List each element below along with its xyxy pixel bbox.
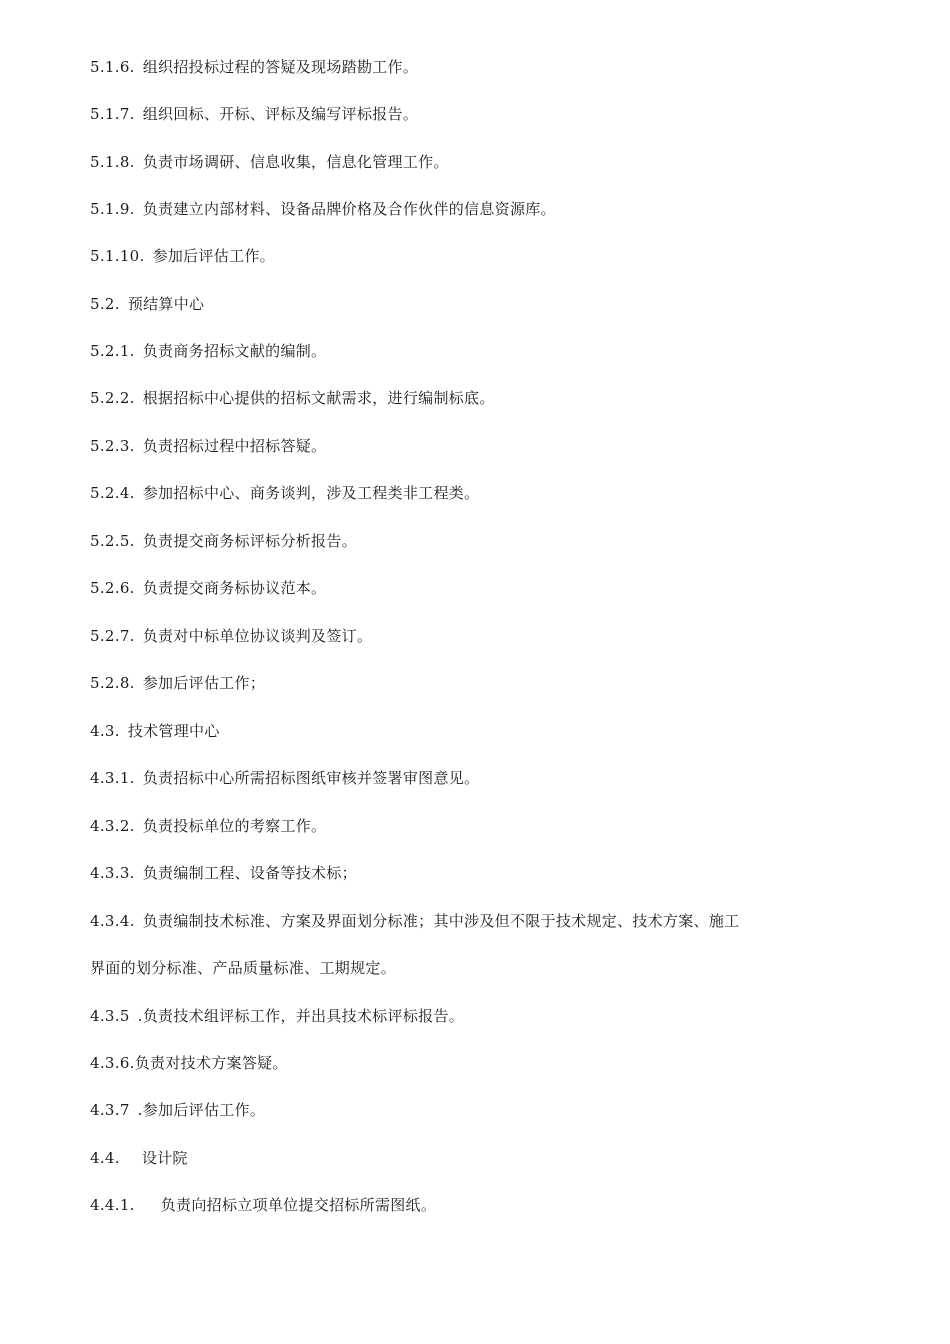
clause-text: 负责编制技术标准、方案及界面划分标准；其中涉及但不限于技术规定、技术方案、施工: [142, 912, 740, 930]
clause-text: 负责建立内部材料、设备品牌价格及合作伙伴的信息资源库。: [142, 200, 556, 218]
clause-text: 负责对中标单位协议谈判及签订。: [142, 627, 373, 645]
clause-5-2-8: [90, 673, 830, 693]
clause-5-1-6: [90, 57, 830, 77]
clause-4-3-4: [90, 911, 830, 931]
clause-number: 5.2.2.: [90, 389, 135, 407]
clause-4-3-3: [90, 863, 830, 883]
clause-5-2-4: [90, 483, 830, 503]
clause-text: 组织招投标过程的答疑及现场踏勘工作。: [142, 58, 419, 76]
clause-5-2-6: [90, 578, 830, 598]
clause-number: 4.3.3.: [90, 864, 135, 882]
clause-text: 负责对技术方案答疑。: [134, 1054, 288, 1072]
clause-number: 4.3.7: [90, 1101, 130, 1119]
clause-4-4-1: [90, 1195, 830, 1215]
clause-5-1-9: [90, 199, 830, 219]
section-title: 预结算中心: [127, 295, 205, 313]
clause-5-2-2: [90, 388, 830, 408]
clause-5-2-5: [90, 531, 830, 551]
clause-5-1-8: [90, 152, 830, 172]
clause-number: 5.2.8.: [90, 674, 135, 692]
clause-5-1-10: [90, 246, 830, 266]
section-heading-5-2: [90, 294, 830, 314]
clause-number: 5.2.4.: [90, 484, 135, 502]
section-title: 设计院: [141, 1149, 188, 1167]
clause-4-3-1: [90, 768, 830, 788]
clause-5-1-7: [90, 104, 830, 124]
clause-number: 5.2.5.: [90, 532, 135, 550]
section-number: 5.2.: [90, 295, 120, 313]
section-number: 4.4.: [90, 1149, 120, 1167]
clause-number: 5.2.3.: [90, 437, 135, 455]
clause-text: 负责市场调研、信息收集，信息化管理工作。: [142, 153, 449, 171]
clause-number: 4.3.5: [90, 1007, 130, 1025]
clause-5-2-1: [90, 341, 830, 361]
clause-text: 负责商务招标文献的编制。: [142, 342, 327, 360]
clause-text: 界面的划分标准、产品质量标准、工期规定。: [90, 959, 397, 977]
clause-text: 负责向招标立项单位提交招标所需图纸。: [160, 1196, 437, 1214]
section-heading-4-3: [90, 721, 830, 741]
clause-number: 5.2.1.: [90, 342, 135, 360]
clause-5-2-3: [90, 436, 830, 456]
clause-number: 5.1.7.: [90, 105, 135, 123]
clause-4-3-2: [90, 816, 830, 836]
clause-4-3-5: [90, 1006, 830, 1026]
section-title: 技术管理中心: [127, 722, 220, 740]
clause-5-2-7: [90, 626, 830, 646]
clause-text: 负责提交商务标协议范本。: [142, 579, 327, 597]
clause-number: 4.3.6.: [90, 1054, 135, 1072]
clause-number: 4.3.4.: [90, 912, 135, 930]
clause-text: 负责提交商务标评标分析报告。: [142, 532, 357, 550]
clause-text: 负责招标中心所需招标图纸审核并签署审图意见。: [142, 769, 480, 787]
clause-4-3-4-continued: [90, 958, 830, 978]
clause-text: 负责投标单位的考察工作。: [142, 817, 327, 835]
clause-number: 4.3.2.: [90, 817, 135, 835]
clause-number: 5.1.8.: [90, 153, 135, 171]
clause-number: 4.4.1.: [90, 1196, 135, 1214]
clause-text: 参加招标中心、商务谈判，涉及工程类非工程类。: [142, 484, 480, 502]
clause-text: 负责编制工程、设备等技术标；: [142, 864, 357, 882]
clause-number: 5.2.7.: [90, 627, 135, 645]
clause-text: 参加后评估工作；: [142, 674, 266, 692]
clause-number: 5.1.10.: [90, 247, 145, 265]
section-heading-4-4: [90, 1148, 830, 1168]
clause-text: .负责技术组评标工作，并出具技术标评标报告。: [137, 1007, 465, 1025]
clause-text: 组织回标、开标、评标及编写评标报告。: [142, 105, 419, 123]
section-number: 4.3.: [90, 722, 120, 740]
clause-number: 4.3.1.: [90, 769, 135, 787]
clause-4-3-7: [90, 1100, 830, 1120]
clause-number: 5.1.6.: [90, 58, 135, 76]
clause-text: 参加后评估工作。: [152, 247, 275, 265]
clause-number: 5.2.6.: [90, 579, 135, 597]
clause-text: .参加后评估工作。: [137, 1101, 266, 1119]
clause-text: 根据招标中心提供的招标文献需求，进行编制标底。: [142, 389, 495, 407]
clause-text: 负责招标过程中招标答疑。: [142, 437, 327, 455]
clause-4-3-6: [90, 1053, 830, 1073]
clause-number: 5.1.9.: [90, 200, 135, 218]
